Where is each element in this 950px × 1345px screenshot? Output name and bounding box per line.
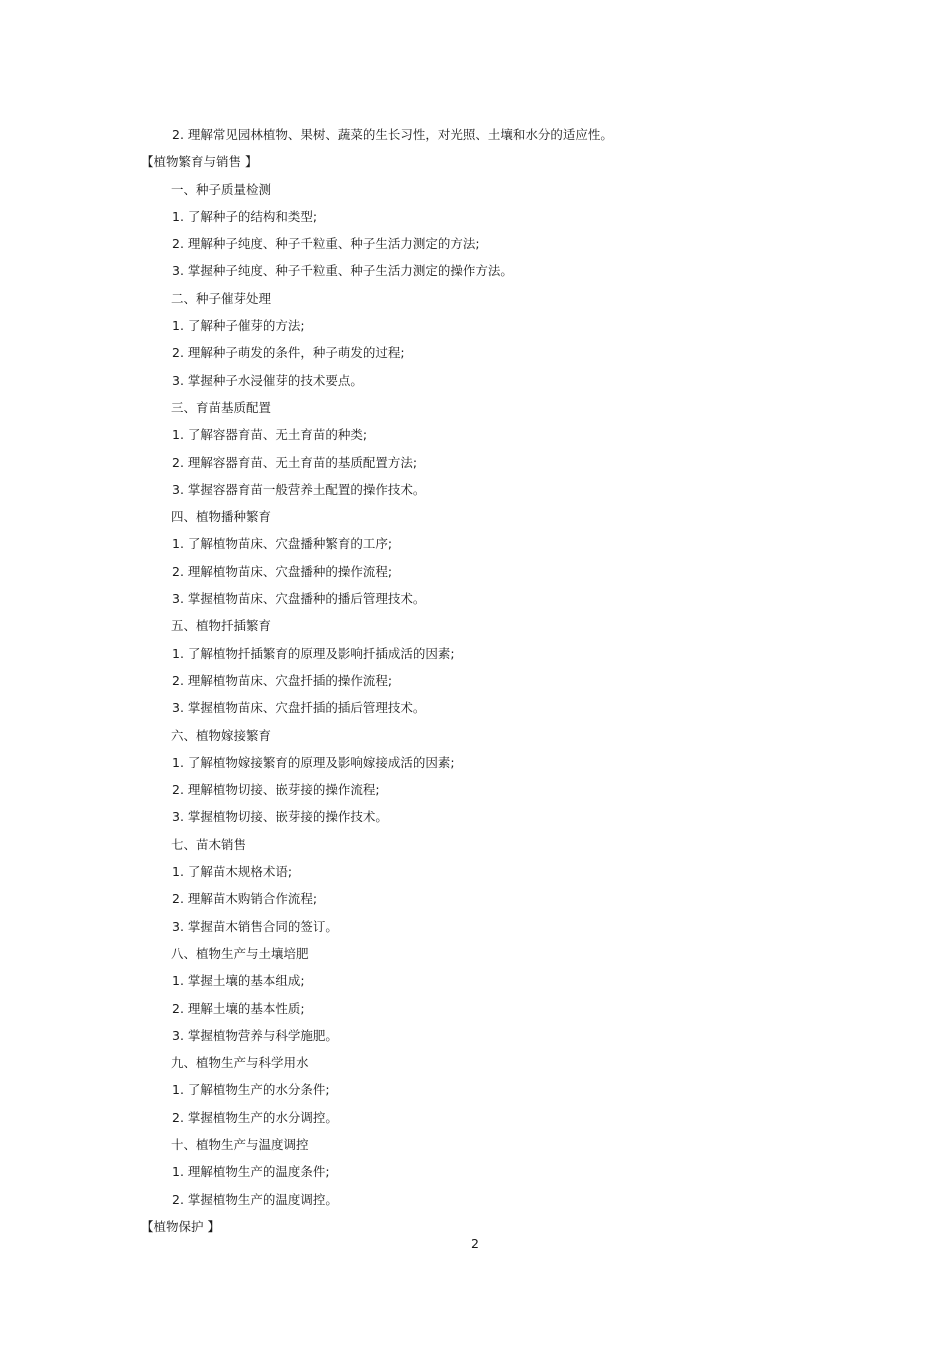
- list-item: 2. 理解种子纯度、种子千粒重、种子生活力测定的方法;: [172, 236, 480, 252]
- list-item: 1. 了解植物生产的水分条件;: [172, 1082, 330, 1098]
- list-item: 2. 理解植物苗床、穴盘扦插的操作流程;: [172, 672, 393, 688]
- list-item: 3. 掌握植物营养与科学施肥。: [172, 1027, 338, 1043]
- list-item: 1. 了解容器育苗、无土育苗的种类;: [172, 427, 368, 443]
- subsection-heading: 四、植物播种繁育: [171, 509, 272, 525]
- list-item: 2. 理解种子萌发的条件，种子萌发的过程;: [172, 345, 405, 361]
- section-heading: 【植物保护 】: [141, 1218, 220, 1234]
- subsection-heading: 七、苗木销售: [171, 836, 247, 852]
- list-item: 1. 了解苗木规格术语;: [172, 864, 293, 880]
- subsection-heading: 十、植物生产与温度调控: [171, 1136, 309, 1152]
- list-item: 3. 掌握种子水浸催芽的技术要点。: [172, 372, 363, 388]
- list-item: 1. 理解植物生产的温度条件;: [172, 1164, 330, 1180]
- list-item: 3. 掌握植物切接、嵌芽接的操作技术。: [172, 809, 388, 825]
- list-item: 2. 理解植物苗床、穴盘播种的操作流程;: [172, 563, 393, 579]
- list-item: 2. 理解容器育苗、无土育苗的基质配置方法;: [172, 454, 418, 470]
- list-item: 1. 了解植物嫁接繁育的原理及影响嫁接成活的因素;: [172, 754, 455, 770]
- list-item: 3. 掌握植物苗床、穴盘扦插的插后管理技术。: [172, 700, 426, 716]
- subsection-heading: 三、育苗基质配置: [171, 399, 272, 415]
- list-item: 2. 理解土壤的基本性质;: [172, 1000, 305, 1016]
- list-item: 1. 了解植物苗床、穴盘播种繁育的工序;: [172, 536, 393, 552]
- list-item: 3. 掌握容器育苗一般营养土配置的操作技术。: [172, 481, 426, 497]
- page-number: 2: [471, 1236, 479, 1251]
- list-item: 3. 掌握苗木销售合同的签订。: [172, 918, 338, 934]
- subsection-heading: 九、植物生产与科学用水: [171, 1055, 309, 1071]
- list-item: 2. 理解苗木购销合作流程;: [172, 891, 318, 907]
- list-item: 2. 掌握植物生产的水分调控。: [172, 1109, 338, 1125]
- subsection-heading: 二、种子催芽处理: [171, 290, 272, 306]
- list-item: 1. 了解种子的结构和类型;: [172, 208, 318, 224]
- list-item: 1. 了解种子催芽的方法;: [172, 318, 305, 334]
- document-body: [0, 121, 950, 1240]
- list-item: 3. 掌握种子纯度、种子千粒重、种子生活力测定的操作方法。: [172, 263, 513, 279]
- list-item: 2. 掌握植物生产的温度调控。: [172, 1191, 338, 1207]
- list-item: 3. 掌握植物苗床、穴盘播种的播后管理技术。: [172, 591, 426, 607]
- list-item: 2. 理解常见园林植物、果树、蔬菜的生长习性，对光照、土壤和水分的适应性。: [172, 127, 613, 142]
- section-heading: 【植物繁育与销售 】: [141, 154, 258, 170]
- list-item: 1. 了解植物扦插繁育的原理及影响扦插成活的因素;: [172, 645, 455, 661]
- subsection-heading: 一、种子质量检测: [171, 181, 272, 197]
- subsection-heading: 八、植物生产与土壤培肥: [171, 945, 309, 961]
- list-item: 1. 掌握土壤的基本组成;: [172, 973, 305, 989]
- subsection-heading: 五、植物扦插繁育: [171, 618, 272, 634]
- list-item: 2. 理解植物切接、嵌芽接的操作流程;: [172, 782, 380, 798]
- subsection-heading: 六、植物嫁接繁育: [171, 727, 272, 743]
